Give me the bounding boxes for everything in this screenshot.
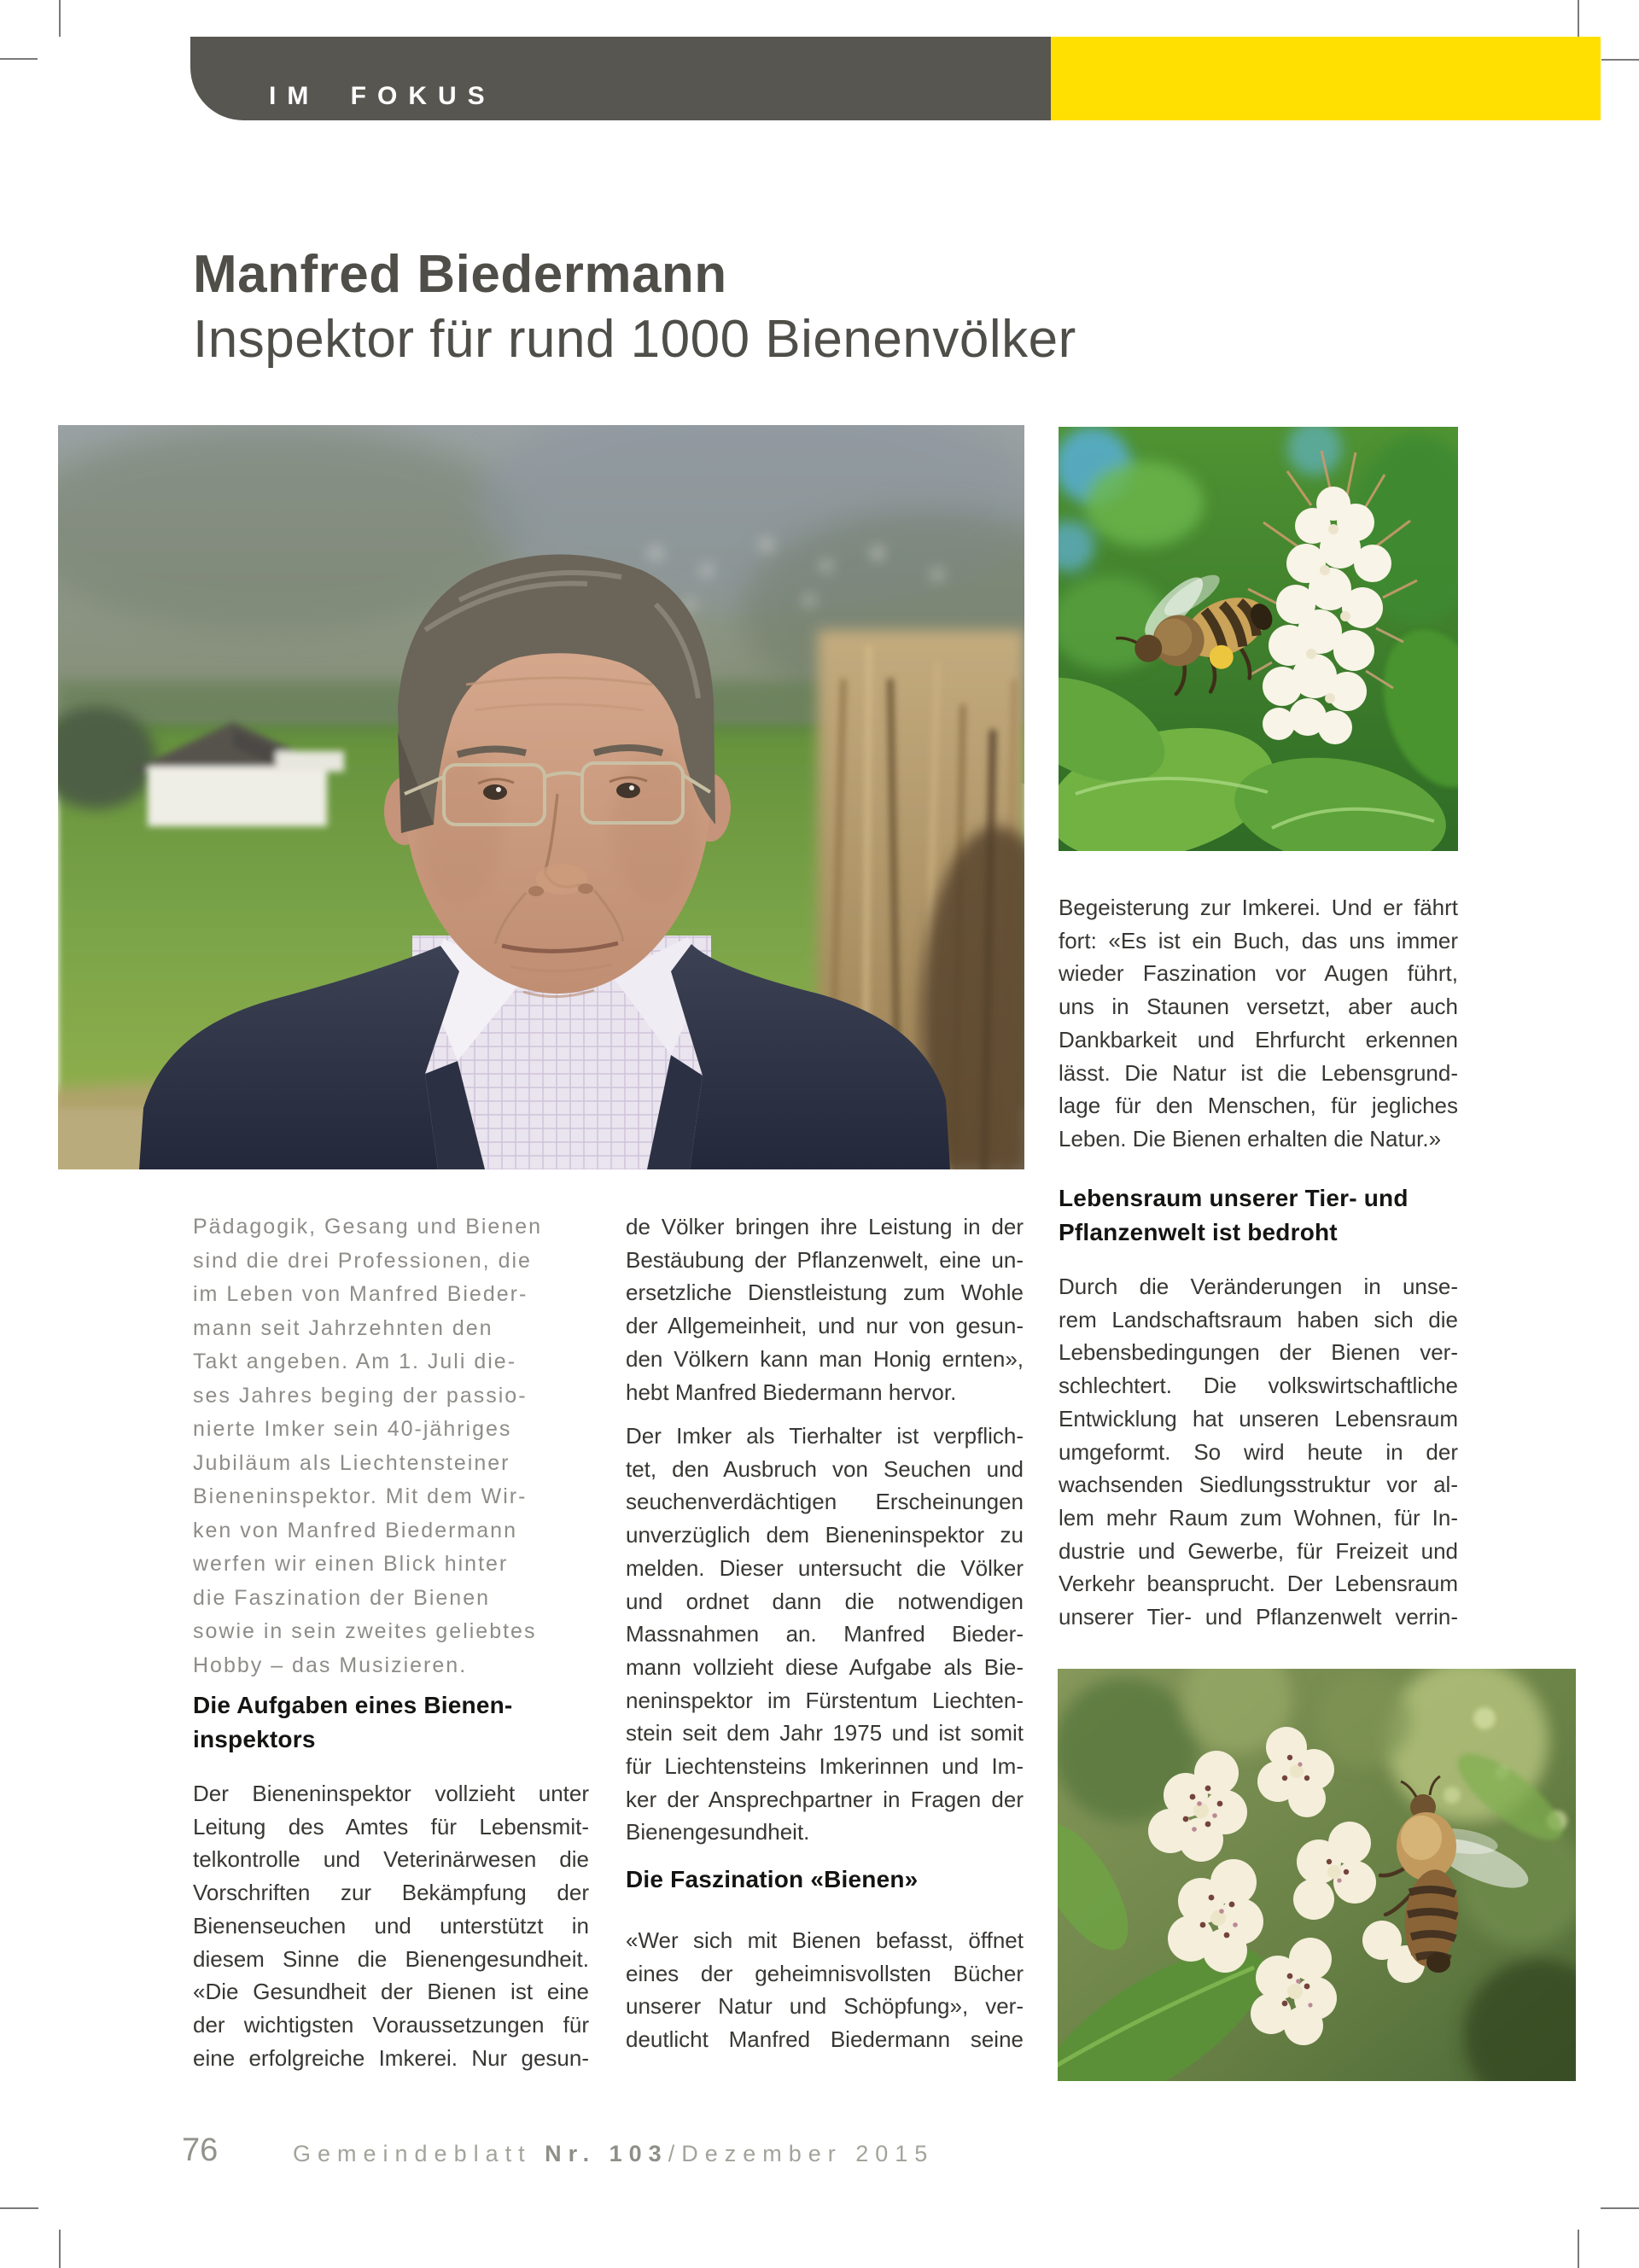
paragraph-middle-2: Der Imker als Tierhalter ist verpflich- tet, den Ausbruch von Seuchen und seuchenverdächtigen Erscheinungen unverzüglich dem Bieneninspektor zu melden. Dieser untersucht die Völker und ordnet dann die notwendigen Massnahmen an. Manfred Bieder- mann vollzieht diese Aufgabe als Bie- neninspektor im Fürstentum Liechten- stein seit dem Jahr 1975 und ist somit für Liechtensteins Imkerinnen und Im- ker der Ansprechpartner in Fragen der Bienengesundheit. bbox=[626, 1423, 1024, 1845]
accent-yellow-bar bbox=[1051, 37, 1601, 120]
heading-aufgaben-text: Die Aufgaben eines Bienen- inspektors bbox=[193, 1692, 513, 1752]
paragraph-right-2: Durch die Veränderungen in unse- rem Landschaftsraum haben sich die Lebensbedingungen der Bienen ver- schlechtert. Die volkswirtschaftliche Entwicklung hat unseren Lebensraum umgeformt. So wird heute in der wachsenden Siedlungsstruktur vor al- lem mehr Raum zum Wohnen, für In- dustrie und Gewerbe, für Freizeit und Verkehr beansprucht. Der Lebensraum unserer Tier- und Pflanzenwelt verrin- bbox=[1059, 1274, 1458, 1630]
bee-photo-1 bbox=[1059, 427, 1458, 851]
bee-photo-1-image bbox=[1059, 427, 1458, 851]
footer bbox=[0, 2127, 1639, 2178]
heading-faszination-text: Die Faszination «Bienen» bbox=[626, 1866, 919, 1892]
section-label: IM FOKUS bbox=[269, 82, 496, 110]
footer-date: /Dezember 2015 bbox=[668, 2141, 935, 2166]
crop-mark-bottom-right-h bbox=[1601, 2207, 1639, 2209]
paragraph-middle-1: de Völker bringen ihre Leistung in der Bestäubung der Pflanzenwelt, eine un- ersetzliche Dienstleistung zum Wohle der Allgemeinheit, und nur von gesun- den Völkern kann man Honig ernten», hebt Manfred Biedermann hervor. bbox=[626, 1214, 1024, 1405]
title-block bbox=[193, 242, 1076, 372]
crop-mark-top-left-h bbox=[0, 58, 38, 60]
paragraph-left: Der Bieneninspektor vollzieht unter Leitung des Amtes für Lebensmit- telkontrolle und Veterinärwesen die Vorschriften zur Bekämpfung der Bienenseuchen und unterstützt in diesem Sinne die Bienengesundheit. «Die Gesundheit der Bienen ist eine der wichtigsten Voraussetzungen für eine erfolgreiche Imkerei. Nur gesun- bbox=[193, 1781, 589, 2071]
crop-mark-top-left-v bbox=[59, 0, 61, 37]
portrait-photo bbox=[58, 425, 1024, 1169]
article-title: Manfred Biedermann bbox=[193, 245, 727, 304]
heading-lebensraum bbox=[1059, 1181, 1458, 1250]
crop-mark-top-right-h bbox=[1601, 59, 1639, 61]
crop-mark-bottom-left-h bbox=[0, 2207, 38, 2209]
crop-mark-bottom-left-v bbox=[59, 2230, 61, 2268]
heading-aufgaben bbox=[193, 1688, 589, 1757]
paragraph-middle-3: «Wer sich mit Bienen befasst, öffnet eines der geheimnisvollsten Bücher unserer Natur und Schöpfung», ver- deutlicht Manfred Biedermann seine bbox=[626, 1927, 1024, 2053]
bee-photo-2-image bbox=[1058, 1669, 1576, 2081]
footer-publication-name: Gemeindeblatt bbox=[293, 2141, 545, 2166]
intro-paragraph: Pädagogik, Gesang und Bienen sind die drei Professionen, die im Leben von Manfred Bieder- mann seit Jahrzehnten den Takt angeben. Am 1. Juli die- ses Jahres beging der passio- nierte Imker sein 40-jähriges Jubiläum als Liechtensteiner Bieneninspektor. Mit dem Wir- ken von Manfred Biedermann werfen wir einen Blick hinter die Faszination der Bienen sowie in sein zweites geliebtes Hobby – das Musizieren. bbox=[193, 1215, 543, 1677]
footer-page-number: 76 bbox=[182, 2132, 219, 2168]
paragraph-right-1: Begeisterung zur Imkerei. Und er fährt fort: «Es ist ein Buch, das uns immer wieder Faszination vor Augen führt, uns in Staunen versetzt, aber auch Dankbarkeit und Ehrfurcht erkennen lässt. Die Natur ist die Lebensgrund- lage für den Menschen, für jegliches Leben. Die Bienen erhalten die Natur.» bbox=[1059, 895, 1458, 1151]
crop-mark-top-right-v bbox=[1578, 0, 1579, 37]
heading-faszination bbox=[626, 1863, 1024, 1897]
bee-photo-2 bbox=[1058, 1669, 1576, 2081]
heading-lebensraum-text: Lebensraum unserer Tier- und Pflanzenwelt ist bedroht bbox=[1059, 1185, 1409, 1245]
portrait-photo-image bbox=[58, 425, 1024, 1169]
footer-publication bbox=[293, 2141, 934, 2167]
footer-issue-number: Nr. 103 bbox=[545, 2141, 668, 2166]
article-subtitle: Inspektor für rund 1000 Bienenvölker bbox=[193, 310, 1076, 369]
crop-mark-bottom-right-v bbox=[1578, 2230, 1579, 2268]
